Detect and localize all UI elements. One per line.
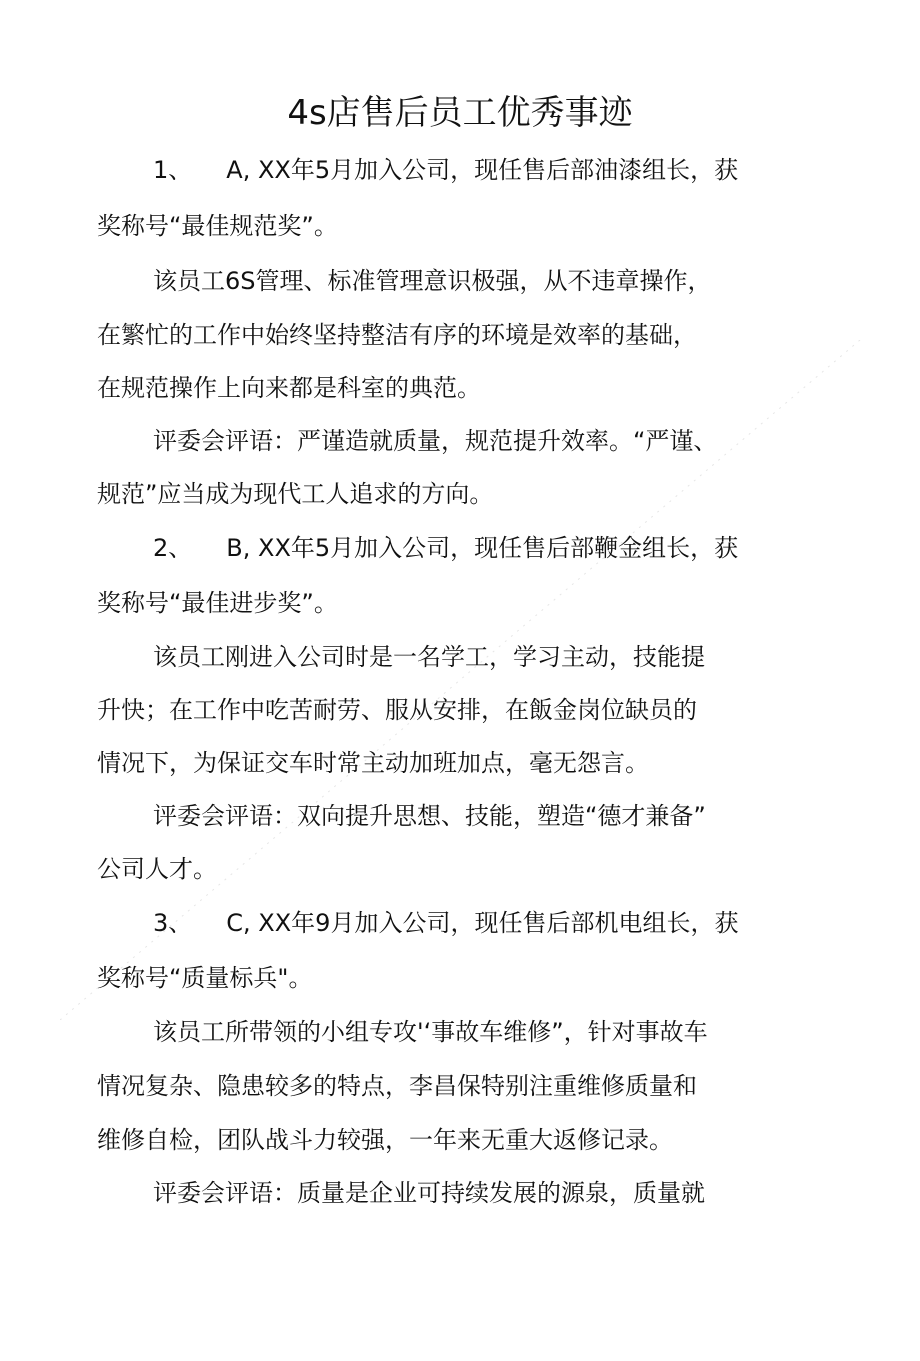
item-3-intro-line-1 [153,906,738,940]
item-2-desc-line-1: 该员工刚进入公司时是一名学工，学习主动，技能提 [153,643,705,671]
item-1-desc-line-3: 在规范操作上向来都是科室的典范。 [97,374,481,402]
item-2-review-line-2: 公司人才。 [97,855,217,883]
item-2-review-line-1: 评委会评语：双向提升思想、技能，塑造“德才兼备” [153,802,706,830]
item-2-intro-line-2: 奖称号“最佳进步奖”。 [97,589,338,617]
item-1-desc-line-1: 该员工6S管理、标准管理意识极强，从不违章操作， [153,267,712,295]
item-1-desc-line-2: 在繁忙的工作中始终坚持整洁有序的环境是效率的基础， [97,321,697,349]
item-1-intro-text: A, XX年5月加入公司，现任售后部油漆组长，获 [226,156,739,184]
item-2-desc-line-3: 情况下，为保证交车时常主动加班加点，毫无怨言。 [97,749,649,777]
document-title: 4s店售后员工优秀事迹 [287,93,633,133]
item-1-review-line-1: 评委会评语：严谨造就质量，规范提升效率。“严谨、 [153,427,718,455]
item-2-intro-line-1 [153,531,738,565]
item-1-number: 1、 [153,156,193,184]
item-3-intro-line-2: 奖称号“质量标兵"。 [97,964,313,992]
item-3-number: 3、 [153,909,193,937]
item-3-desc-line-3: 维修自检，团队战斗力较强，一年来无重大返修记录。 [97,1126,673,1154]
item-3-desc-line-2: 情况复杂、隐患较多的特点，李昌保特别注重维修质量和 [97,1072,697,1100]
item-1-intro-line-1 [153,153,738,187]
item-1-review-line-2: 规范”应当成为现代工人追求的方向。 [97,480,494,508]
item-1-intro-line-2: 奖称号“最佳规范奖”。 [97,212,338,240]
item-3-intro-text: C, XX年9月加入公司，现任售后部机电组长，获 [226,909,739,937]
item-2-desc-line-2: 升快；在工作中吃苦耐劳、服从安排，在飯金岗位缺员的 [97,696,697,724]
item-2-intro-text: B, XX年5月加入公司，现任售后部鞭金组长，获 [226,534,739,562]
item-3-desc-line-1: 该员工所带领的小组专攻'‘事故车维修”，针对事故车 [153,1018,708,1046]
item-3-review-line-1: 评委会评语：质量是企业可持续发展的源泉，质量就 [153,1179,705,1207]
item-2-number: 2、 [153,534,193,562]
